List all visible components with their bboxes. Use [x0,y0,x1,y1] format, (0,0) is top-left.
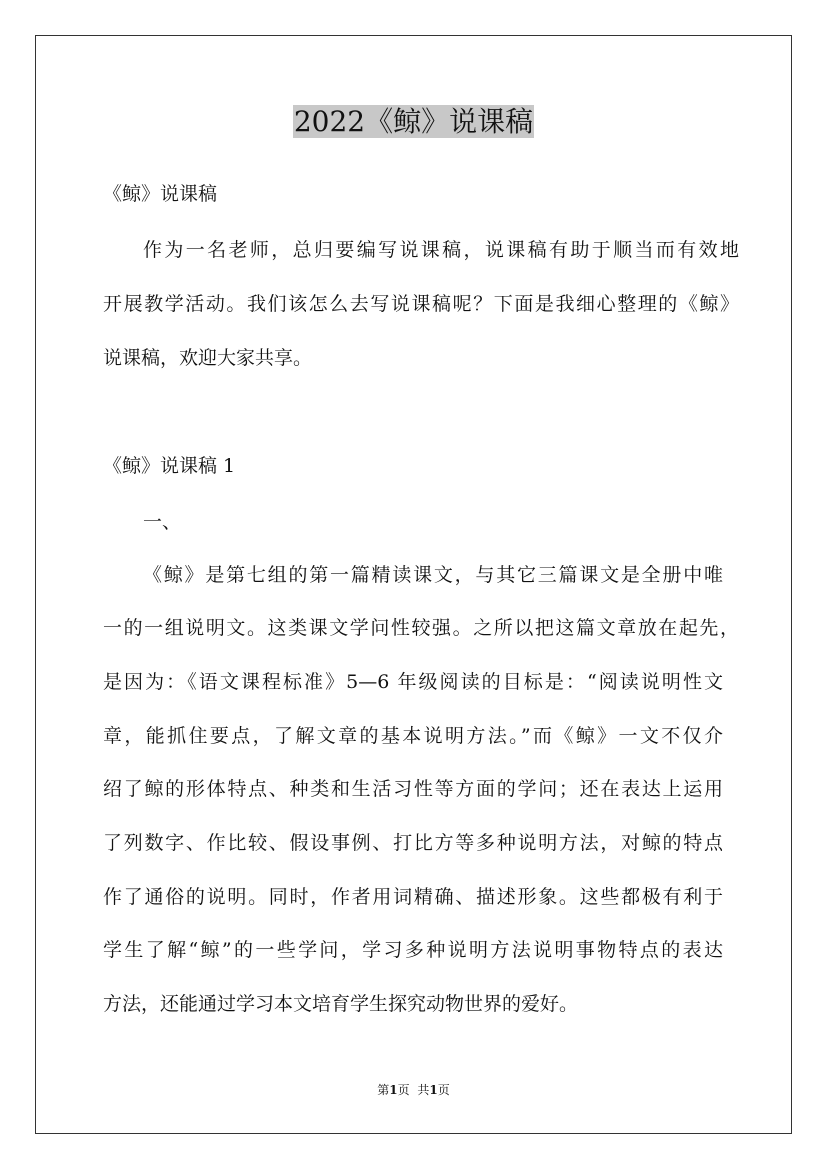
page-footer [0,1082,827,1098]
document-title [0,102,827,142]
body-line: 一的一组说明文。这类课文学问性较强。之所以把这篇文章放在起先， [103,617,739,639]
body-line: 章，能抓住要点，了解文章的基本说明方法。”而《鲸》一文不仅介 [103,725,723,747]
body-line: 学生了解“鲸”的一些学问，学习多种说明方法说明事物特点的表达 [103,939,723,961]
body-line: 绍了鲸的形体特点、种类和生活习性等方面的学问；还在表达上运用 [103,778,723,800]
page-label-prefix: 第 [377,1083,390,1097]
document-title-text: 2022《鲸》说课稿 [293,105,534,138]
body-line: 是因为：《语文课程标准》5—6 年级阅读的目标是：“阅读说明性文 [103,671,723,693]
body-line: 了列数字、作比较、假设事例、打比方等多种说明方法，对鲸的特点 [103,832,723,854]
body-line: 作了通俗的说明。同时，作者用词精确、描述形象。这些都极有利于 [103,886,723,908]
body-line: 《鲸》是第七组的第一篇精读课文，与其它三篇课文是全册中唯 [143,564,723,586]
page-label-suffix: 页 [397,1083,410,1097]
body-line: 方法，还能通过学习本文培育学生探究动物世界的爱好。 [103,993,579,1015]
section-number: 一、 [143,511,182,533]
intro-line: 作为一名老师，总归要编写说课稿，说课稿有助于顺当而有效地 [143,239,739,261]
document-heading: 《鲸》说课稿 [103,183,218,205]
intro-line: 开展教学活动。我们该怎么去写说课稿呢？下面是我细心整理的《鲸》 [103,293,739,315]
page-number: 1 [389,1083,398,1097]
section-heading: 《鲸》说课稿 1 [103,455,236,477]
intro-line: 说课稿，欢迎大家共享。 [103,347,313,369]
total-pages: 1 [429,1083,438,1097]
total-label-suffix: 页 [437,1083,450,1097]
total-label-prefix: 共 [417,1083,430,1097]
